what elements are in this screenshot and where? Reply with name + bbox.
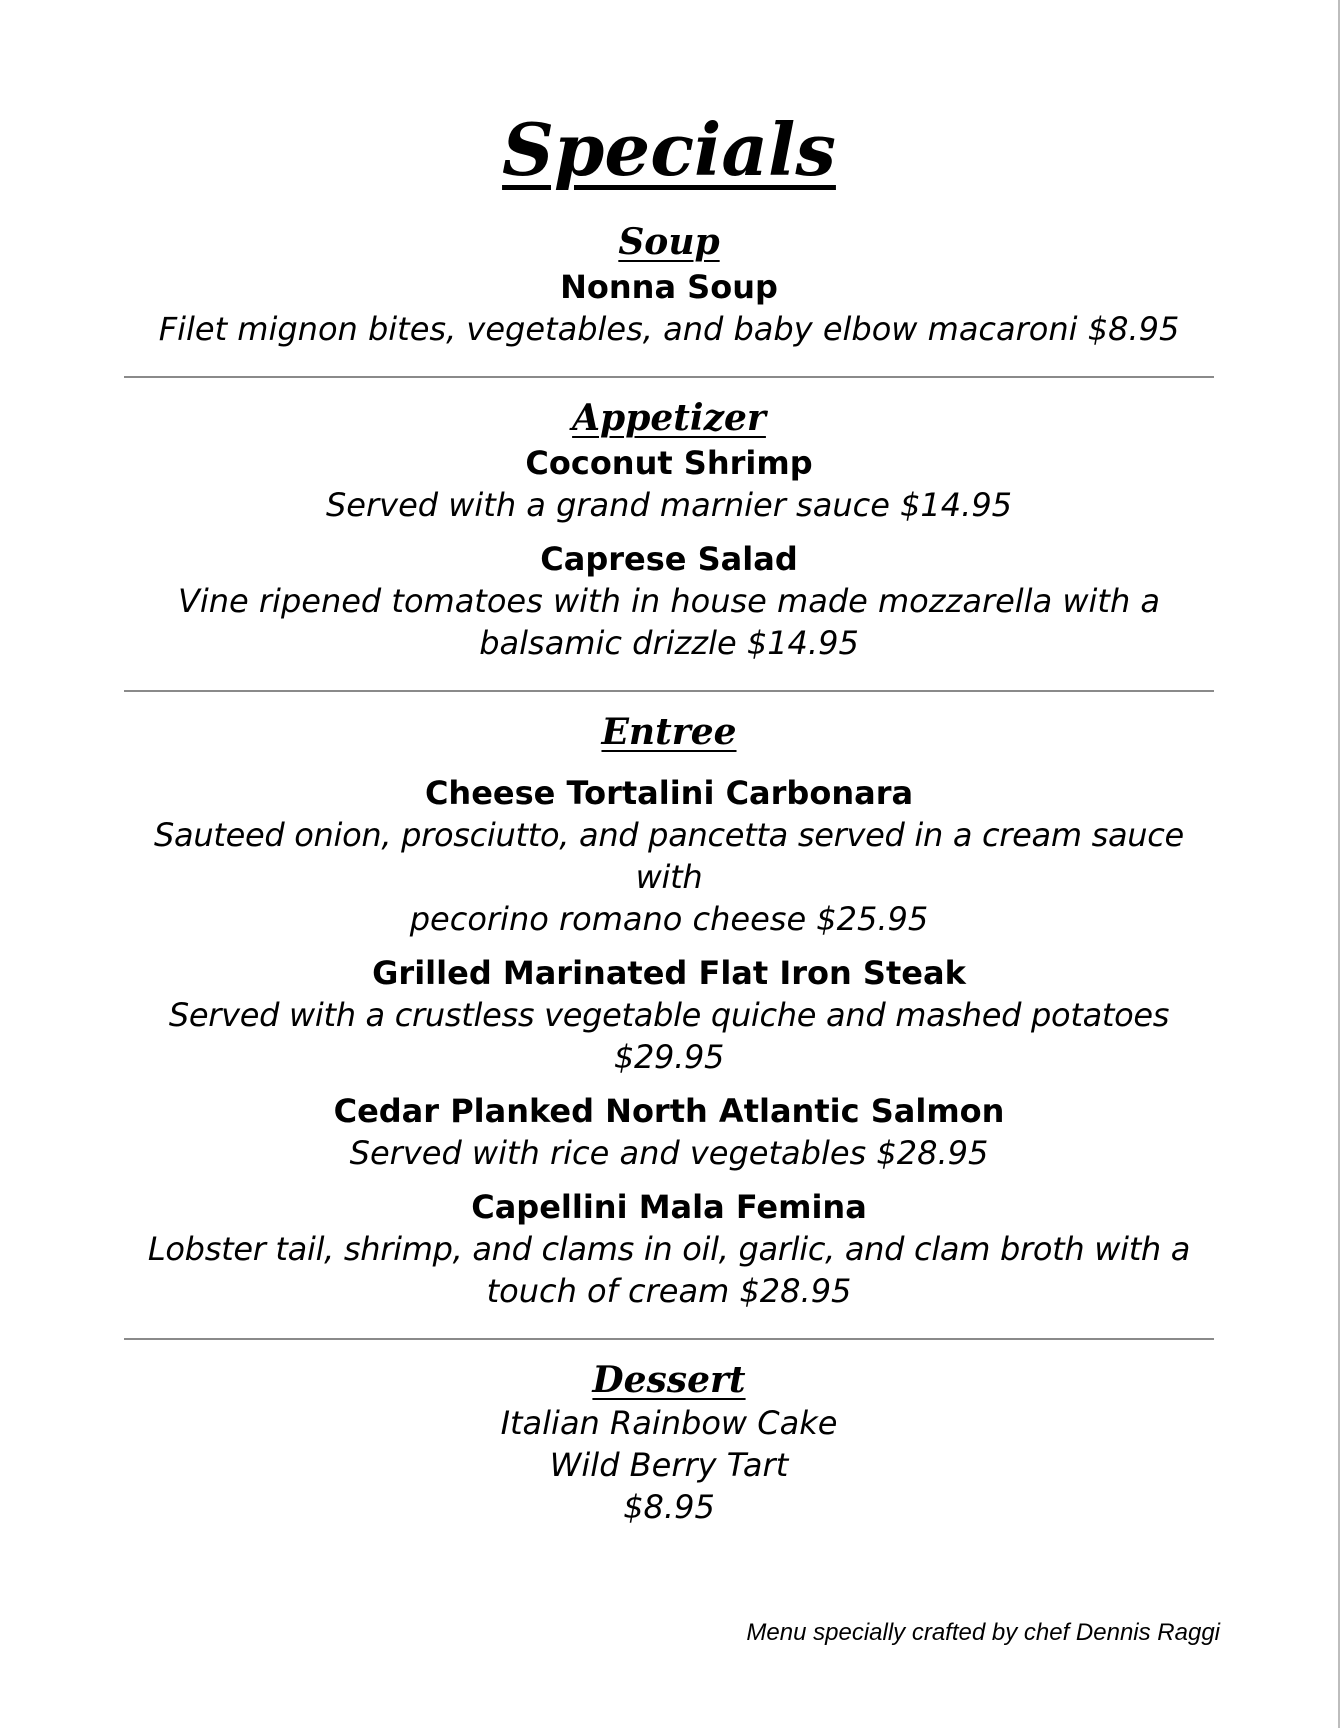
section-divider <box>124 1338 1214 1340</box>
item-description-line-1: Vine ripened tomatoes with in house made mozzarella with a <box>177 582 1161 620</box>
footer-credit: Menu specially crafted by chef Dennis Raggi <box>746 1619 1220 1646</box>
dessert-item-italian-rainbow-cake: Italian Rainbow Cake <box>500 1404 838 1442</box>
menu-item-coconut-shrimp <box>124 442 1214 526</box>
menu-item-capellini-mala-femina <box>124 1186 1214 1312</box>
section-soup <box>124 220 1214 350</box>
item-name: Caprese Salad <box>540 540 798 578</box>
section-entree <box>124 710 1214 1312</box>
item-name: Cedar Planked North Atlantic Salmon <box>333 1092 1005 1130</box>
item-name: Cheese Tortalini Carbonara <box>424 774 914 812</box>
menu <box>124 0 1214 1528</box>
item-description-line-1: Sauteed onion, prosciutto, and pancetta served in a cream sauce with <box>154 816 1184 896</box>
item-description-line-2: touch of cream $28.95 <box>486 1272 852 1310</box>
section-divider <box>124 690 1214 692</box>
item-description: Served with a crustless vegetable quiche and mashed potatoes $29.95 <box>168 996 1170 1076</box>
page-title: Specials <box>502 107 836 192</box>
menu-item-flat-iron-steak <box>124 952 1214 1078</box>
section-divider <box>124 376 1214 378</box>
item-name: Grilled Marinated Flat Iron Steak <box>372 954 966 992</box>
item-name: Nonna Soup <box>560 268 778 306</box>
section-heading-entree: Entree <box>601 711 737 753</box>
dessert-price: $8.95 <box>623 1488 715 1526</box>
menu-item-cheese-tortalini-carbonara <box>124 772 1214 940</box>
item-description: Filet mignon bites, vegetables, and baby elbow macaroni $8.95 <box>158 310 1180 348</box>
item-name: Coconut Shrimp <box>525 444 813 482</box>
item-name: Capellini Mala Femina <box>471 1188 867 1226</box>
section-heading-appetizer: Appetizer <box>572 397 766 439</box>
menu-item-nonna-soup <box>124 266 1214 350</box>
menu-item-caprese-salad <box>124 538 1214 664</box>
section-appetizer <box>124 396 1214 664</box>
menu-item-cedar-planked-salmon <box>124 1090 1214 1174</box>
item-description: Served with rice and vegetables $28.95 <box>349 1134 989 1172</box>
dessert-item-wild-berry-tart: Wild Berry Tart <box>549 1446 789 1484</box>
item-description-line-2: pecorino romano cheese $25.95 <box>409 900 929 938</box>
item-description-line-2: balsamic drizzle $14.95 <box>479 624 859 662</box>
section-heading-dessert: Dessert <box>592 1359 746 1401</box>
item-description: Served with a grand marnier sauce $14.95 <box>325 486 1013 524</box>
item-description-line-1: Lobster tail, shrimp, and clams in oil, garlic, and clam broth with a <box>147 1230 1191 1268</box>
section-dessert <box>124 1358 1214 1528</box>
section-heading-soup: Soup <box>618 221 720 263</box>
